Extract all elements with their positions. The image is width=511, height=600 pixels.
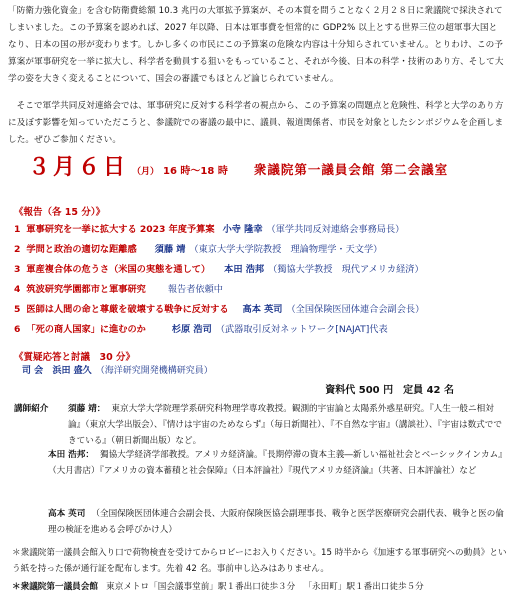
- reports-heading: 《報告（各 15 分）》: [14, 207, 106, 218]
- lecturer-name: 高本 英司: [48, 509, 86, 519]
- report-affiliation: （獨協大学教授 現代アメリカ経済）: [268, 264, 424, 275]
- report-title: 軍事研究を一挙に拡大する 2023 年度予算案: [26, 224, 215, 235]
- report-number: 2: [14, 244, 21, 255]
- report-title: 学問と政治の適切な距離感: [26, 244, 137, 255]
- report-number: 5: [14, 304, 21, 315]
- report-item: [14, 321, 509, 335]
- lecturer-bio: 東京大学大学院理学系研究科物理学専攻教授。観測的宇宙論と太陽系外惑星研究。『人生一般ニ相対論』（東京大学出版会）、『情けは宇宙のためならず』（毎日新聞社）、『不自然な宇宙』（講談社）、『宇宙は数式でできている』（朝日新聞出版）など。: [68, 404, 502, 446]
- lecturer-bio: （全国保険医団体連合会副会長、大阪府保険医協会副理事長、戦争と医学医療研究会副代表、戦争と医の倫理の検証を進める会呼びかけ人）: [48, 509, 504, 535]
- event-weekday: （月）: [132, 167, 160, 177]
- lecturer-profile: [48, 506, 506, 538]
- moderator-label: 司 会: [22, 366, 44, 376]
- report-number: 1: [14, 224, 21, 235]
- event-date: ３月６日: [28, 155, 129, 180]
- intro-paragraph-1: 「防衛力強化資金」を含む防衛費総額 10.3 兆円の大軍拡予算案が、その本質を問うことなく２月２８日に衆議院で採決されてしまいました。この予算案を認めれば、2027 年以降、日本は軍事費を恒常的に GDP2% 以上とする世界三位の超軍事大国となり、日本の国の形が変わります。しかし多くの市民にこの予算案の危険な内容は十分知らされていません。とりわけ、この予算案が軍事研究を一挙に拡大し、科学者を動員する狙いをもっていること、それが今後、日本の科学・技術のあり方、そして大学の姿を大きく変えることについて、国会の審議でもほとんど論じられていません。: [8, 6, 504, 84]
- lecturer-name: 須藤 靖：: [68, 404, 106, 414]
- report-item: [14, 241, 509, 255]
- report-affiliation: 報告者依頼中: [167, 284, 223, 295]
- lecturers-label: 講師紹介: [14, 404, 49, 414]
- intro-paragraph-2: そこで軍学共同反対連絡会では、軍事研究に反対する科学者の視点から、この予算案の問題点と危険性、科学と大学のあり方に及ぼす影響を知っていただこうと、参議院での審議の最中に、議員、報道関係者、市民を対象としたシンポジウムを企画しました。ぜひご参加ください。: [8, 101, 504, 145]
- lecturer-profile: [68, 401, 506, 449]
- report-affiliation: （全国保険医団体連合会副会長）: [286, 304, 425, 315]
- access-info: [12, 580, 508, 592]
- access-venue: ＊衆議院第一議員会館: [12, 582, 98, 592]
- report-item: [14, 221, 509, 235]
- report-speaker: 高本 英司: [242, 304, 283, 315]
- access-route-1: 東京メトロ「国会議事堂前」駅１番出口徒歩３分: [106, 582, 296, 592]
- report-title: 医師は人間の命と尊厳を破壊する戦争に反対する: [26, 304, 229, 315]
- event-time: 16 時～18 時: [163, 166, 228, 177]
- report-title: 「死の商人国家」に進むのか: [26, 324, 146, 335]
- report-title: 軍産複合体の危うさ（米国の実態を通して）: [26, 264, 211, 275]
- report-title: 筑波研究学園都市と軍事研究: [26, 284, 146, 295]
- report-number: 4: [14, 284, 21, 295]
- report-speaker: 小寺 隆幸: [222, 224, 263, 235]
- report-affiliation: （東京大学大学院教授 理論物理学・天文学）: [189, 244, 383, 255]
- moderator-name: 浜田 盛久: [52, 366, 92, 376]
- admission-note: ＊衆議院第一議員会館入り口で荷物検査を受けてからロビーにお入りください。15 時半から《加速する軍事研究への動員》という紙を持った係が通行証を配布します。先着 42 名。事前申し込みはありません。: [12, 548, 507, 574]
- moderator: [22, 363, 213, 376]
- report-item: [14, 301, 509, 315]
- access-route-2: 「永田町」駅１番出口徒歩５分: [303, 582, 424, 592]
- report-number: 6: [14, 324, 21, 335]
- fee-capacity: 資料代 500 円 定員 42 名: [325, 385, 454, 396]
- moderator-affiliation: （海洋研究開発機構研究員）: [95, 366, 213, 376]
- report-speaker: 本田 浩邦: [224, 264, 265, 275]
- event-date-line: [28, 150, 508, 180]
- lecturer-profile: [48, 447, 506, 479]
- report-item: [14, 261, 509, 275]
- event-venue: 衆議院第一議員会館 第二会議室: [253, 162, 449, 177]
- report-speaker: 須藤 靖: [154, 244, 186, 255]
- report-item: [14, 281, 509, 295]
- report-affiliation: （武器取引反対ネットワーク[NAJAT]代表: [215, 324, 388, 335]
- report-number: 3: [14, 264, 21, 275]
- lecturer-bio: 獨協大学経済学部教授。アメリカ経済論。『長期停滞の資本主義―新しい福祉社会とベーシックインカム』（大月書店）『アメリカの資本蓄積と社会保障』（日本評論社）『現代アメリカ経済論』（共著、日本評論社）など: [48, 450, 503, 476]
- lecturer-name: 本田 浩邦：: [48, 450, 94, 460]
- report-affiliation: （軍学共同反対連絡会事務局長）: [266, 224, 405, 235]
- report-speaker: 杉原 浩司: [171, 324, 212, 335]
- qa-heading: 《質疑応答と討議 30 分》: [14, 352, 136, 363]
